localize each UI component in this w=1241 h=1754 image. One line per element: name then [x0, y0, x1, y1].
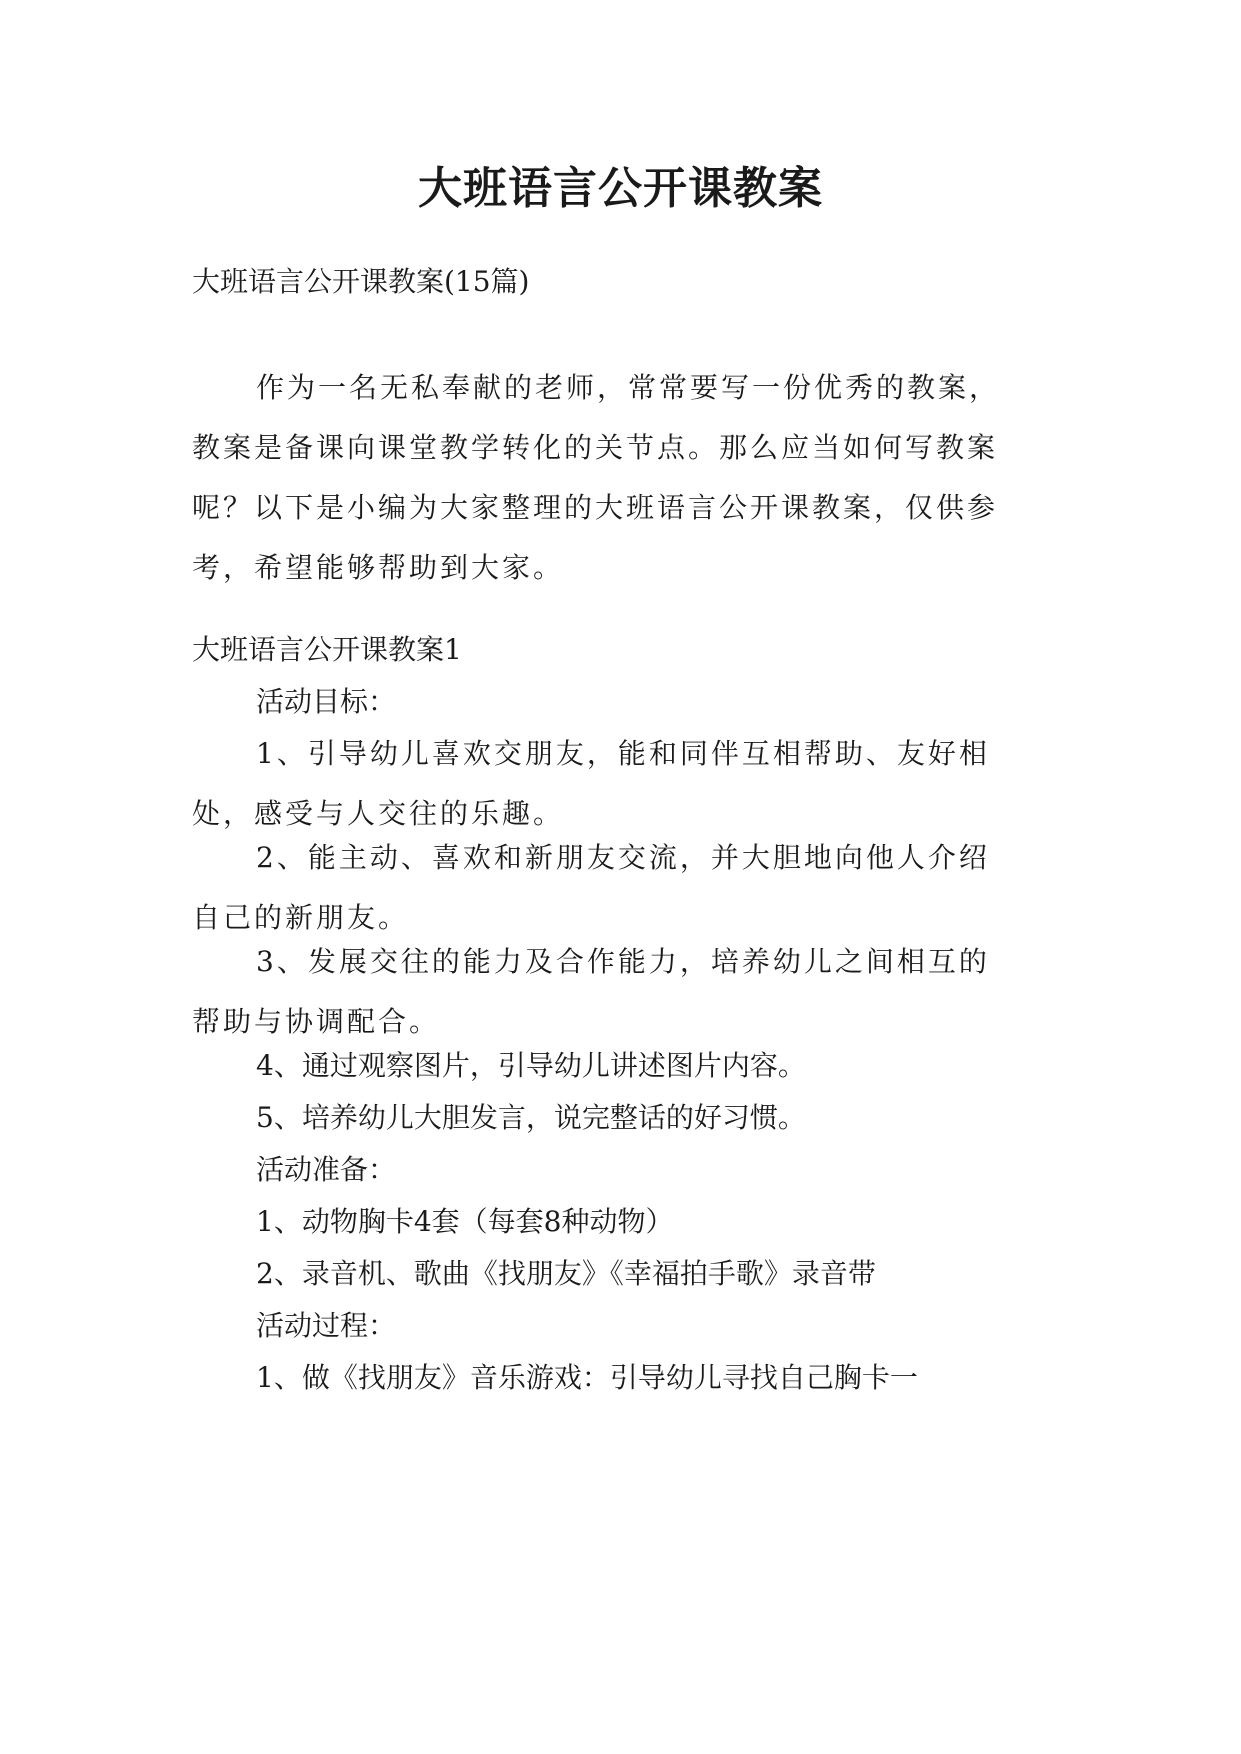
goal-line: 帮助与协调配合。 — [192, 1005, 441, 1038]
document-title: 大班语言公开课教案 — [418, 163, 823, 214]
document-subtitle: 大班语言公开课教案(15篇) — [192, 265, 530, 298]
goal-item-5: 5、培养幼儿大胆发言，说完整话的好习惯。 — [256, 1101, 806, 1134]
goal-item-1 — [192, 724, 1072, 844]
intro-line: 考，希望能够帮助到大家。 — [192, 551, 565, 584]
goal-item-4: 4、通过观察图片，引导幼儿讲述图片内容。 — [256, 1049, 806, 1082]
process-item-1: 1、做《找朋友》音乐游戏：引导幼儿寻找自己胸卡一 — [256, 1361, 918, 1394]
goals-label: 活动目标： — [256, 685, 397, 718]
process-label: 活动过程： — [256, 1309, 397, 1342]
goal-line: 3、发展交往的能力及合作能力，培养幼儿之间相互的 — [256, 945, 990, 978]
intro-line: 作为一名无私奉献的老师，常常要写一份优秀的教案， — [256, 371, 1001, 404]
prep-label: 活动准备： — [256, 1153, 397, 1186]
goal-line: 自己的新朋友。 — [192, 901, 410, 934]
intro-paragraph — [192, 358, 1072, 598]
goal-line: 1、引导幼儿喜欢交朋友，能和同伴互相帮助、友好相 — [256, 737, 990, 770]
prep-item-1: 1、动物胸卡4套（每套8种动物） — [256, 1205, 674, 1238]
intro-line: 教案是备课向课堂教学转化的关节点。那么应当如何写教案 — [192, 431, 999, 464]
intro-line: 呢？以下是小编为大家整理的大班语言公开课教案，仅供参 — [192, 491, 999, 524]
goal-item-3 — [192, 932, 1072, 1052]
goal-line: 处，感受与人交往的乐趣。 — [192, 797, 565, 830]
goal-line: 2、能主动、喜欢和新朋友交流，并大胆地向他人介绍 — [256, 841, 990, 874]
goal-item-2 — [192, 828, 1072, 948]
section-heading: 大班语言公开课教案1 — [192, 633, 462, 666]
prep-item-2: 2、录音机、歌曲《找朋友》《幸福拍手歌》录音带 — [256, 1257, 876, 1290]
